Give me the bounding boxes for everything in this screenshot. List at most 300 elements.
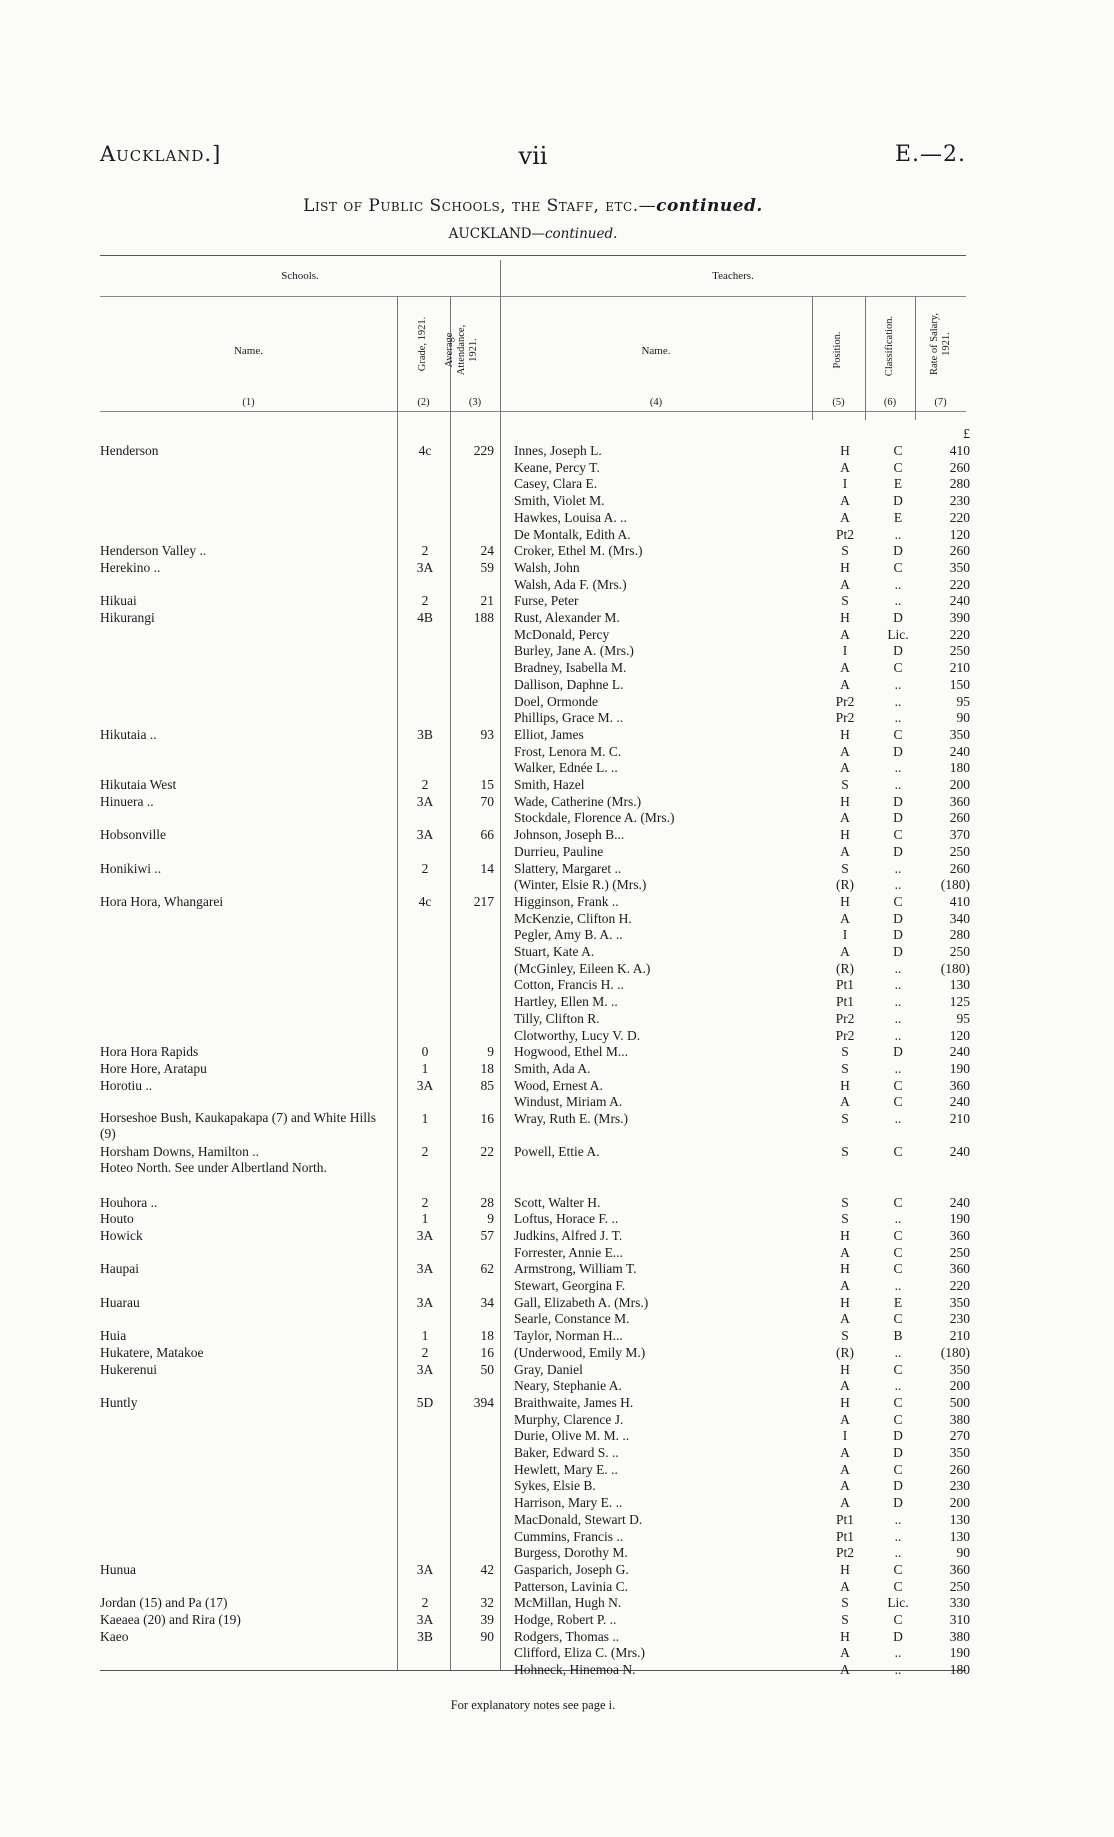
table-row [0,1110,1114,1141]
school-name: Howick [100,1227,143,1243]
school-grade: 4B [417,610,433,625]
teacher-name: Croker, Ethel M. (Mrs.) [514,543,643,559]
teacher-name: Tilly, Clifton R. [514,1010,600,1026]
teacher-salary: 95 [956,1010,970,1026]
teacher-position: A [840,576,850,592]
teacher-salary: 190 [949,1211,970,1227]
table-row [0,609,1114,626]
table-row [0,1628,1114,1645]
teacher-classification: .. [894,860,902,876]
table-row [0,693,1114,710]
teacher-classification: D [893,643,903,659]
teacher-position: H [840,1561,850,1577]
teacher-name: (Underwood, Emily M.) [514,1344,646,1360]
school-name: Haupai [100,1261,139,1277]
teacher-position: A [840,660,850,676]
teacher-position: I [842,1428,848,1444]
teacher-position: Pr2 [835,710,855,726]
table-row [0,809,1114,826]
teacher-name: Braithwaite, James H. [514,1394,634,1410]
teacher-salary: 190 [949,1645,970,1661]
teacher-salary: 240 [949,743,970,759]
school-attendance: 32 [480,1595,494,1611]
table-row [0,1377,1114,1394]
teacher-name: Hartley, Ellen M. .. [514,994,618,1010]
group-schools: Schools. [281,270,319,282]
page-title-main: List of Public Schools, the Staff, etc.— [303,196,657,216]
document-code: E.—2. [894,142,966,167]
teacher-salary: 210 [949,1111,970,1126]
teacher-position: A [840,493,850,509]
teacher-name: Higginson, Frank .. [514,893,619,909]
table-row [0,1327,1114,1344]
teacher-name: Sykes, Elsie B. [514,1478,596,1494]
table-row [0,960,1114,977]
school-grade: 5D [416,1394,434,1410]
teacher-position: Pt1 [835,994,854,1010]
teacher-salary: 330 [949,1595,970,1611]
teacher-salary: 350 [949,726,970,742]
teacher-classification: C [893,827,903,843]
page-title [100,196,966,216]
school-name: Hikurangi [100,610,155,625]
teacher-position: Pt1 [835,1528,854,1544]
table-row [0,1394,1114,1411]
school-name: Kaeo [100,1628,129,1644]
teacher-position: H [840,1077,850,1093]
teacher-salary: 270 [949,1428,970,1444]
page-header [100,142,966,172]
teacher-position: A [840,1411,850,1427]
teacher-classification: .. [894,977,902,993]
teacher-classification: D [893,1428,903,1444]
school-name: Hobsonville [100,827,166,843]
table-row [0,492,1114,509]
teacher-position: H [840,1394,850,1410]
teacher-name: Durie, Olive M. M. .. [514,1428,630,1444]
teacher-position: Pt2 [835,1545,854,1561]
school-name: Hora Hora, Whangarei [100,893,224,909]
table-row [0,1077,1114,1094]
teacher-salary: 250 [949,944,970,959]
school-name: Hoteo North. See under Albertland North. [100,1160,327,1176]
teacher-position: A [840,1094,850,1110]
teacher-classification: C [893,1144,903,1160]
teacher-position: H [840,793,850,809]
table-row [0,576,1114,593]
table-row [0,1093,1114,1110]
teacher-name: Bradney, Isabella M. [514,660,627,676]
teacher-position: Pr2 [835,1027,855,1043]
page-title-continued: continued. [656,196,763,216]
teacher-classification: .. [894,1344,902,1360]
school-grade: 3A [416,1261,434,1277]
table-row [0,1160,1114,1177]
teacher-name: Walsh, John [514,559,580,575]
teacher-salary: 260 [949,1461,970,1477]
teacher-name: Hogwood, Ethel M... [514,1044,628,1060]
school-attendance: 24 [480,543,494,559]
teacher-salary: 240 [949,1144,970,1160]
school-grade: 3A [416,559,434,575]
teacher-position: H [840,893,850,909]
teacher-position: I [842,927,848,943]
school-name: Hikutaia .. [100,726,157,742]
school-grade: 3A [416,1361,434,1377]
school-attendance: 85 [480,1077,494,1093]
school-grade: 3A [416,1077,434,1093]
teacher-position: S [841,593,849,609]
teacher-salary: 90 [956,710,970,726]
school-attendance: 16 [480,1344,494,1360]
table-row [0,726,1114,743]
teacher-name: McKenzie, Clifton H. [514,910,632,926]
school-name: Horotiu .. [100,1077,153,1093]
teacher-name: Furse, Peter [514,593,579,609]
teacher-name: Innes, Joseph L. [514,443,602,458]
teacher-name: Armstrong, William T. [514,1261,637,1277]
school-attendance: 70 [480,793,494,809]
table-row [0,642,1114,659]
table-row [0,860,1114,877]
teacher-salary: 310 [949,1612,970,1627]
school-grade: 0 [421,1044,429,1060]
running-head-left: Auckland.] [100,142,222,166]
school-name: Hukerenui [100,1361,157,1377]
teacher-name: (McGinley, Eileen K. A.) [514,960,651,976]
table-row [0,1361,1114,1378]
school-attendance: 15 [480,777,494,792]
school-attendance: 62 [480,1261,494,1277]
teacher-name: Harrison, Mary E. .. [514,1495,623,1511]
school-attendance: 93 [480,726,494,742]
teacher-name: McDonald, Percy [514,626,610,642]
teacher-salary: 360 [949,793,970,809]
teacher-salary: 350 [949,1294,970,1310]
page-number: vii [518,142,548,170]
col-salary: Rate of Salary, 1921. [929,313,952,376]
school-attendance: 57 [480,1227,494,1243]
table-row [0,993,1114,1010]
table-row [0,1260,1114,1277]
teacher-classification: C [893,1077,903,1093]
teacher-name: Searle, Constance M. [514,1311,630,1327]
teacher-position: S [841,1144,849,1160]
teacher-position: S [841,1111,849,1126]
teacher-classification: C [893,1612,903,1627]
school-attendance: 16 [480,1111,494,1126]
teacher-salary: 130 [949,1511,970,1527]
teacher-name: Stuart, Kate A. [514,944,595,959]
teacher-classification: D [893,927,903,943]
teacher-salary: 240 [949,1094,970,1110]
teacher-position: H [840,1261,850,1277]
table-row [0,1244,1114,1261]
school-grade: 2 [421,1194,429,1210]
teacher-classification: D [893,843,903,859]
teacher-position: Pr2 [835,693,855,709]
column-header-rule [100,411,966,412]
teacher-classification: .. [894,1010,902,1026]
teacher-salary: 180 [949,760,970,776]
teacher-name: Walsh, Ada F. (Mrs.) [514,576,627,592]
teacher-classification: .. [894,1545,902,1561]
teacher-classification: C [893,1561,903,1577]
school-name: Herekino .. [100,559,161,575]
teacher-classification: Lic. [887,626,909,642]
teacher-classification: .. [894,693,902,709]
teacher-position: (R) [836,960,854,976]
teacher-position: A [840,626,850,642]
school-name: Hukatere, Matakoe [100,1344,204,1360]
teacher-name: Clotworthy, Lucy V. D. [514,1027,641,1043]
teacher-classification: D [893,910,903,926]
teacher-position: S [841,1194,849,1210]
school-attendance: 66 [480,827,494,843]
table-row [0,1010,1114,1027]
table-row [0,542,1114,559]
school-name: Henderson Valley .. [100,543,207,559]
region-name: AUCKLAND— [448,226,545,242]
teacher-name: Taylor, Norman H... [514,1328,623,1344]
table-row [0,1594,1114,1611]
teacher-classification: D [893,610,903,625]
school-name: Henderson [100,443,159,458]
table-row [0,1561,1114,1578]
table-row [0,926,1114,943]
teacher-salary: 180 [949,1662,970,1678]
teacher-name: Murphy, Clarence J. [514,1411,624,1427]
teacher-salary: 210 [949,660,970,676]
teacher-position: S [841,1211,849,1227]
school-attendance: 394 [473,1394,494,1410]
teacher-salary: 240 [949,593,970,609]
table-row [0,1411,1114,1428]
teacher-salary: 360 [949,1261,970,1277]
teacher-position: A [840,509,850,525]
teacher-position: A [840,1578,850,1594]
teacher-name: Casey, Clara E. [514,476,598,492]
teacher-salary: 370 [949,827,970,843]
teacher-classification: C [893,1461,903,1477]
school-grade: 3A [416,1561,434,1577]
table-row [0,943,1114,960]
teacher-salary: 410 [949,893,970,909]
school-grade: 3A [416,827,434,843]
teacher-position: H [840,443,850,458]
teacher-name: Pegler, Amy B. A. .. [514,927,623,943]
teacher-name: Smith, Hazel [514,777,585,792]
table-row [0,1644,1114,1661]
teacher-name: Judkins, Alfred J. T. [514,1227,623,1243]
table-row [0,1461,1114,1478]
teacher-position: A [840,910,850,926]
table-row [0,759,1114,776]
school-attendance: 14 [480,860,494,876]
teacher-salary: 120 [949,1027,970,1043]
school-attendance: 9 [487,1211,494,1227]
teacher-salary: 380 [949,1411,970,1427]
col-number-6: (6) [883,397,897,408]
table-row [0,1294,1114,1311]
teacher-position: A [840,743,850,759]
table-row [0,1143,1114,1160]
teacher-salary: (180) [940,877,970,893]
school-grade: 2 [421,593,429,609]
school-name: Hikutaia West [100,777,177,792]
teacher-name: Forrester, Annie E... [514,1244,623,1260]
teacher-classification: C [893,1411,903,1427]
teacher-classification: .. [894,710,902,726]
teacher-classification: C [893,1261,903,1277]
teacher-position: A [840,1311,850,1327]
teacher-name: Baker, Edward S. .. [514,1445,619,1460]
teacher-name: Stewart, Georgina F. [514,1278,626,1293]
school-grade: 3A [416,1227,434,1243]
school-name: Hunua [100,1561,136,1577]
teacher-classification: E [893,509,903,525]
teacher-position: A [840,1662,850,1678]
table-row [0,1511,1114,1528]
teacher-salary: 230 [949,1478,970,1494]
school-name: Houto [100,1211,134,1227]
table-row [0,526,1114,543]
teacher-position: S [841,1328,849,1344]
teacher-name: Dallison, Daphne L. [514,676,624,692]
teacher-classification: .. [894,1060,902,1076]
school-attendance: 21 [480,593,494,609]
table-top-rule [100,255,966,256]
col-number-7: (7) [934,397,947,408]
region-subtitle [100,226,966,242]
col-number-2: (2) [417,397,430,408]
teacher-salary: 260 [949,810,970,826]
teacher-name: Slattery, Margaret .. [514,860,622,876]
teacher-position: S [841,1060,849,1076]
table-row [0,1427,1114,1444]
teacher-classification: C [893,459,903,475]
teacher-classification: C [893,443,903,458]
teacher-salary: 240 [949,1044,970,1060]
teacher-salary: 250 [949,643,970,659]
footnote: For explanatory notes see page i. [450,1698,616,1712]
teacher-position: S [841,860,849,876]
school-grade: 1 [421,1328,429,1344]
teacher-name: Gasparich, Joseph G. [514,1561,629,1577]
col-attendance: Average Attendance, 1921. [444,324,479,376]
teacher-salary: 230 [949,493,970,509]
teacher-name: Loftus, Horace F. .. [514,1211,619,1227]
teacher-name: Burgess, Dorothy M. [514,1545,628,1561]
school-attendance: 34 [480,1294,494,1310]
school-attendance: 39 [480,1612,494,1627]
table-row [0,1310,1114,1327]
teacher-classification: D [893,810,903,826]
teacher-classification: C [893,1244,903,1260]
teacher-name: Stockdale, Florence A. (Mrs.) [514,810,675,826]
teacher-salary: 130 [949,1528,970,1544]
teacher-name: McMillan, Hugh N. [514,1595,622,1611]
col-classification: Classification. [884,315,895,377]
teacher-classification: C [893,893,903,909]
teacher-salary: 210 [949,1328,970,1344]
teacher-position: H [840,726,850,742]
table-row [0,659,1114,676]
teacher-classification: D [893,793,903,809]
table-row [0,1227,1114,1244]
teacher-salary: 150 [949,676,970,692]
teacher-classification: .. [894,576,902,592]
teacher-salary: 220 [949,576,970,592]
teacher-position: A [840,760,850,776]
school-grade: 2 [421,1344,429,1360]
teacher-name: Wood, Ernest A. [514,1077,603,1093]
school-name: Huia [100,1328,127,1344]
table-row [0,709,1114,726]
col-number-3: (3) [468,397,482,408]
teacher-position: A [840,1445,850,1460]
teacher-salary: 250 [949,1578,970,1594]
teacher-classification: D [893,493,903,509]
school-name: Jordan (15) and Pa (17) [100,1595,228,1611]
teacher-name: Patterson, Lavinia C. [514,1578,628,1594]
teacher-salary: 410 [949,443,970,458]
school-attendance: 18 [480,1060,494,1076]
teacher-classification: D [893,1628,903,1644]
teacher-classification: .. [894,1662,902,1678]
teacher-classification: .. [894,760,902,776]
school-name: Hora Hora Rapids [100,1044,199,1060]
school-name: Kaeaea (20) and Rira (19) [100,1612,241,1627]
teacher-position: S [841,1612,849,1627]
table-row [0,976,1114,993]
teacher-salary: 200 [949,1495,970,1511]
table-row [0,1578,1114,1595]
teacher-classification: C [893,1194,903,1210]
school-grade: 2 [421,1144,429,1160]
teacher-classification: C [893,559,903,575]
teacher-classification: .. [894,1645,902,1661]
school-attendance: 18 [480,1328,494,1344]
school-grade: 3A [416,793,434,809]
teacher-salary: 120 [949,526,970,542]
teacher-classification: D [893,1478,903,1494]
school-grade: 3A [416,1294,434,1310]
school-grade: 3B [417,726,433,742]
teacher-salary: 220 [949,626,970,642]
teacher-position: A [840,810,850,826]
teacher-classification: .. [894,960,902,976]
teacher-salary: 350 [949,1361,970,1377]
table-row [0,1444,1114,1461]
teacher-classification: C [893,1094,903,1110]
teacher-salary: 90 [956,1545,970,1561]
teacher-position: S [841,1044,849,1060]
school-attendance: 59 [480,559,494,575]
table-row [0,1528,1114,1545]
teacher-position: A [840,1495,850,1511]
table-row [0,1043,1114,1060]
teacher-name: Gray, Daniel [514,1361,583,1377]
table-row [0,559,1114,576]
teacher-name: (Winter, Elsie R.) (Mrs.) [514,877,647,893]
teacher-name: Smith, Violet M. [514,493,605,509]
teacher-classification: D [893,743,903,759]
teacher-name: Hodge, Robert P. .. [514,1612,617,1627]
teacher-position: A [840,1645,850,1661]
teacher-classification: .. [894,676,902,692]
teacher-position: Pt2 [835,526,854,542]
